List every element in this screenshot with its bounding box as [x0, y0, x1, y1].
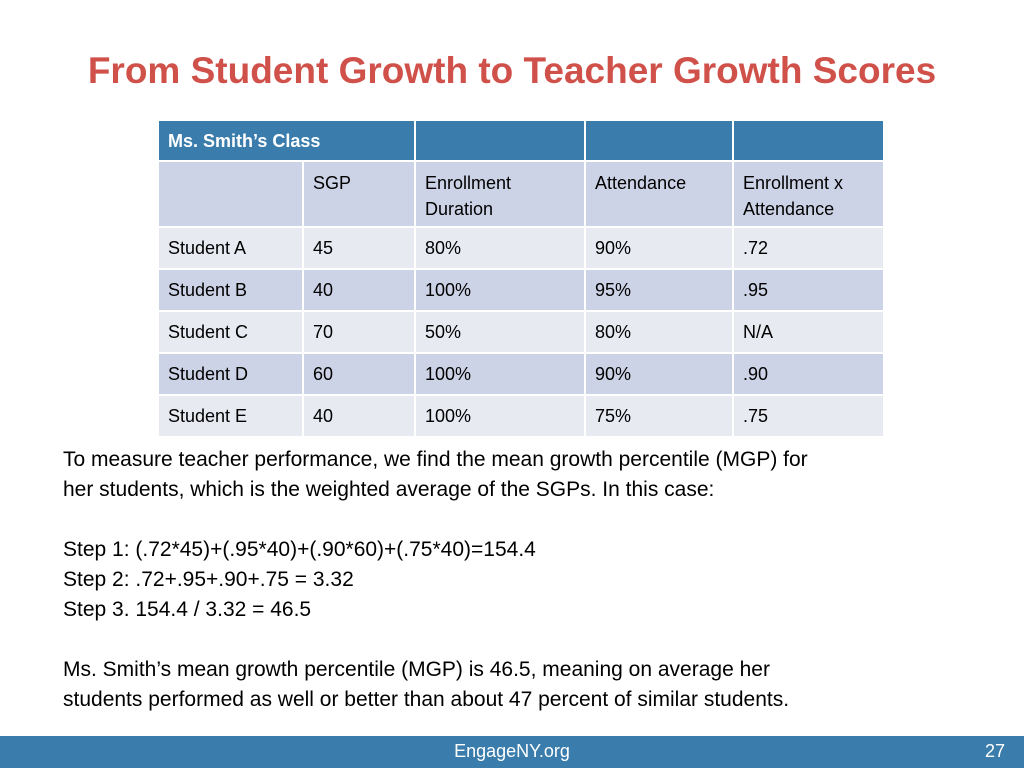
table-header-cell	[415, 120, 585, 161]
table-cell: N/A	[733, 311, 884, 353]
table-header-cell	[733, 120, 884, 161]
table-cell: 40	[303, 269, 415, 311]
table-cell: 90%	[585, 227, 733, 269]
footer-bar	[0, 736, 1024, 768]
class-table	[157, 119, 885, 438]
table-cell: 50%	[415, 311, 585, 353]
table-cell: Student E	[158, 395, 303, 437]
spacer	[63, 625, 983, 655]
table-cell: .95	[733, 269, 884, 311]
table-header-cell	[585, 120, 733, 161]
slide-title: From Student Growth to Teacher Growth Scores	[87, 50, 937, 91]
table-cell: 70	[303, 311, 415, 353]
conclusion-line: Ms. Smith’s mean growth percentile (MGP) is 46.5, meaning on average her	[63, 658, 770, 681]
table-row	[158, 227, 884, 269]
conclusion-line: students performed as well or better than about 47 percent of similar students.	[63, 688, 790, 711]
column-header: Enrollment Duration	[415, 161, 585, 227]
step-1: Step 1: (.72*45)+(.95*40)+(.90*60)+(.75*40)=154.4	[63, 538, 536, 561]
intro-line: her students, which is the weighted average of the SGPs. In this case:	[63, 478, 715, 501]
table-row	[158, 311, 884, 353]
intro-line: To measure teacher performance, we find the mean growth percentile (MGP) for	[63, 448, 808, 471]
table-cell: 40	[303, 395, 415, 437]
step-2: Step 2: .72+.95+.90+.75 = 3.32	[63, 568, 354, 591]
explanation-text	[63, 445, 983, 715]
table-cell: 90%	[585, 353, 733, 395]
table-cell: 75%	[585, 395, 733, 437]
table-row	[158, 353, 884, 395]
page-number: 27	[984, 741, 1005, 761]
table-cell: .75	[733, 395, 884, 437]
table-cell: .90	[733, 353, 884, 395]
table-row	[158, 269, 884, 311]
table-cell: 80%	[415, 227, 585, 269]
table-cell: Student D	[158, 353, 303, 395]
column-header: SGP	[303, 161, 415, 227]
table-cell: 100%	[415, 269, 585, 311]
table-cell: 80%	[585, 311, 733, 353]
table-cell: 45	[303, 227, 415, 269]
step-3: Step 3. 154.4 / 3.32 = 46.5	[63, 598, 312, 621]
column-header-row	[158, 161, 884, 227]
column-header: Attendance	[585, 161, 733, 227]
footer-site-link: EngageNY.org	[454, 741, 570, 761]
table-row	[158, 395, 884, 437]
table-cell: Student C	[158, 311, 303, 353]
column-header: Enrollment x Attendance	[733, 161, 884, 227]
spacer	[63, 505, 983, 535]
table-cell: 95%	[585, 269, 733, 311]
column-header	[158, 161, 303, 227]
table-cell: 100%	[415, 353, 585, 395]
table-title-cell: Ms. Smith’s Class	[158, 120, 415, 161]
table-cell: .72	[733, 227, 884, 269]
table-cell: 100%	[415, 395, 585, 437]
table-cell: Student A	[158, 227, 303, 269]
table-header-row	[158, 120, 884, 161]
table-cell: 60	[303, 353, 415, 395]
table-cell: Student B	[158, 269, 303, 311]
